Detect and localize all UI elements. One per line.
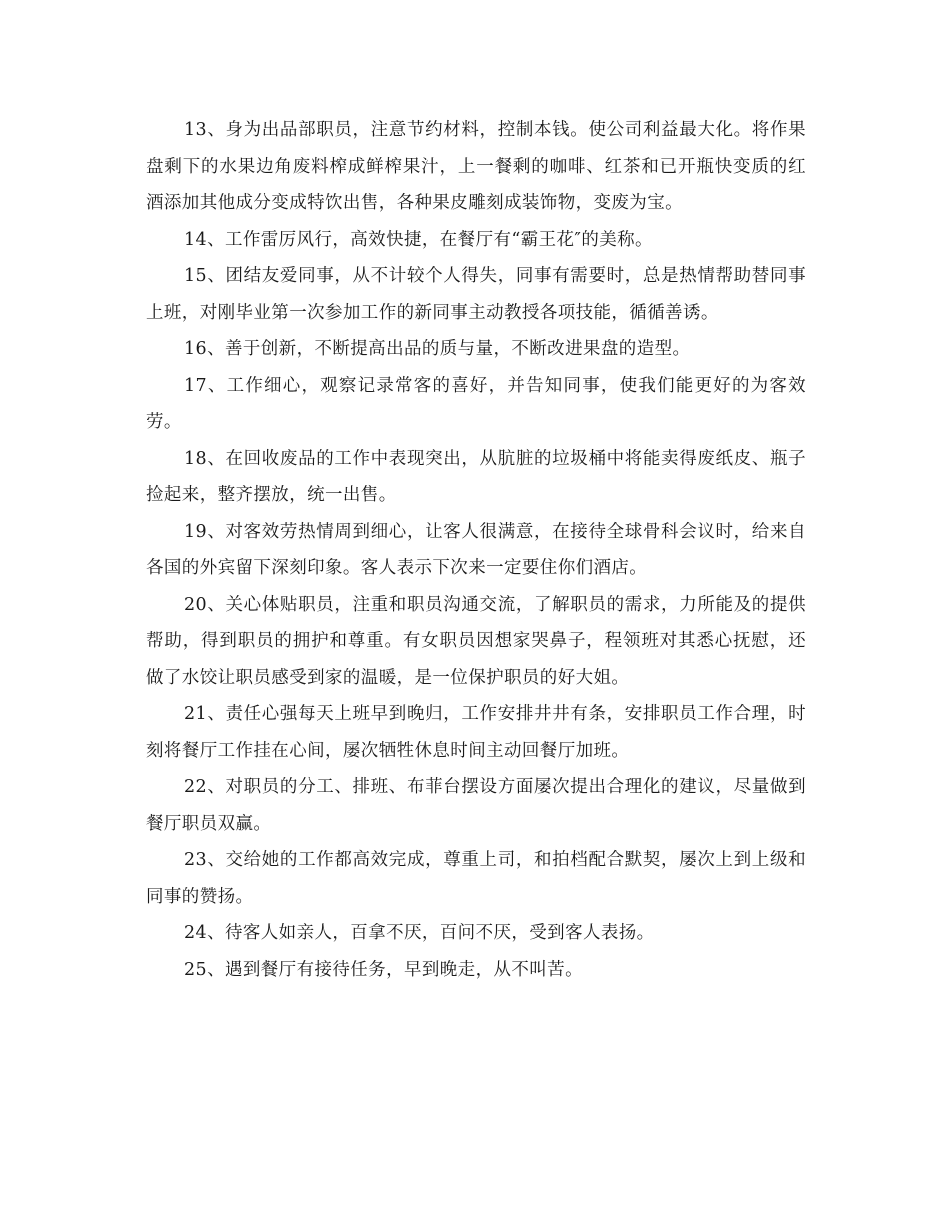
paragraph-22: 22、对职员的分工、排班、布菲台摆设方面屡次提出合理化的建议，尽量做到餐厅职员双赢。 [146,777,806,834]
paragraph-24: 24、待客人如亲人，百拿不厌，百问不厌，受到客人表扬。 [184,923,655,943]
paragraph-18: 18、在回收废品的工作中表现突出，从肮脏的垃圾桶中将能卖得废纸皮、瓶子捡起来，整齐摆放，统一出售。 [146,448,806,505]
document-body [146,112,806,988]
paragraph-16: 16、善于创新，不断提高出品的质与量，不断改进果盘的造型。 [184,339,691,359]
paragraph-13: 13、身为出品部职员，注意节约材料，控制本钱。使公司利益最大化。将作果盘剩下的水果边角废料榨成鲜榨果汁，上一餐剩的咖啡、红茶和已开瓶快变质的红酒添加其他成分变成特饮出售，各种果皮雕刻成装饰物，变废为宝。 [146,120,806,213]
paragraph-14: 14、工作雷厉风行，高效快捷，在餐厅有“霸王花″的美称。 [184,229,653,250]
paragraph-19: 19、对客效劳热情周到细心，让客人很满意，在接待全球骨科会议时，给来自各国的外宾留下深刻印象。客人表示下次来一定要住你们酒店。 [146,521,806,578]
paragraph-17: 17、工作细心，观察记录常客的喜好，并告知同事，使我们能更好的为客效劳。 [146,375,806,432]
paragraph-15: 15、团结友爱同事，从不计较个人得失，同事有需要时，总是热情帮助替同事上班，对刚毕业第一次参加工作的新同事主动教授各项技能，循循善诱。 [146,266,806,323]
paragraph-21: 21、责任心强每天上班早到晚归，工作安排井井有条，安排职员工作合理，时刻将餐厅工作挂在心间，屡次牺牲休息时间主动回餐厅加班。 [146,704,806,761]
paragraph-20: 20、关心体贴职员，注重和职员沟通交流，了解职员的需求，力所能及的提供帮助，得到职员的拥护和尊重。有女职员因想家哭鼻子，程领班对其悉心抚慰，还做了水饺让职员感受到家的温暖，是一位保护职员的好大姐。 [146,594,806,688]
paragraph-25: 25、遇到餐厅有接待任务，早到晚走，从不叫苦。 [184,959,583,980]
paragraph-23: 23、交给她的工作都高效完成，尊重上司，和拍档配合默契，屡次上到上级和同事的赞扬。 [146,850,806,907]
